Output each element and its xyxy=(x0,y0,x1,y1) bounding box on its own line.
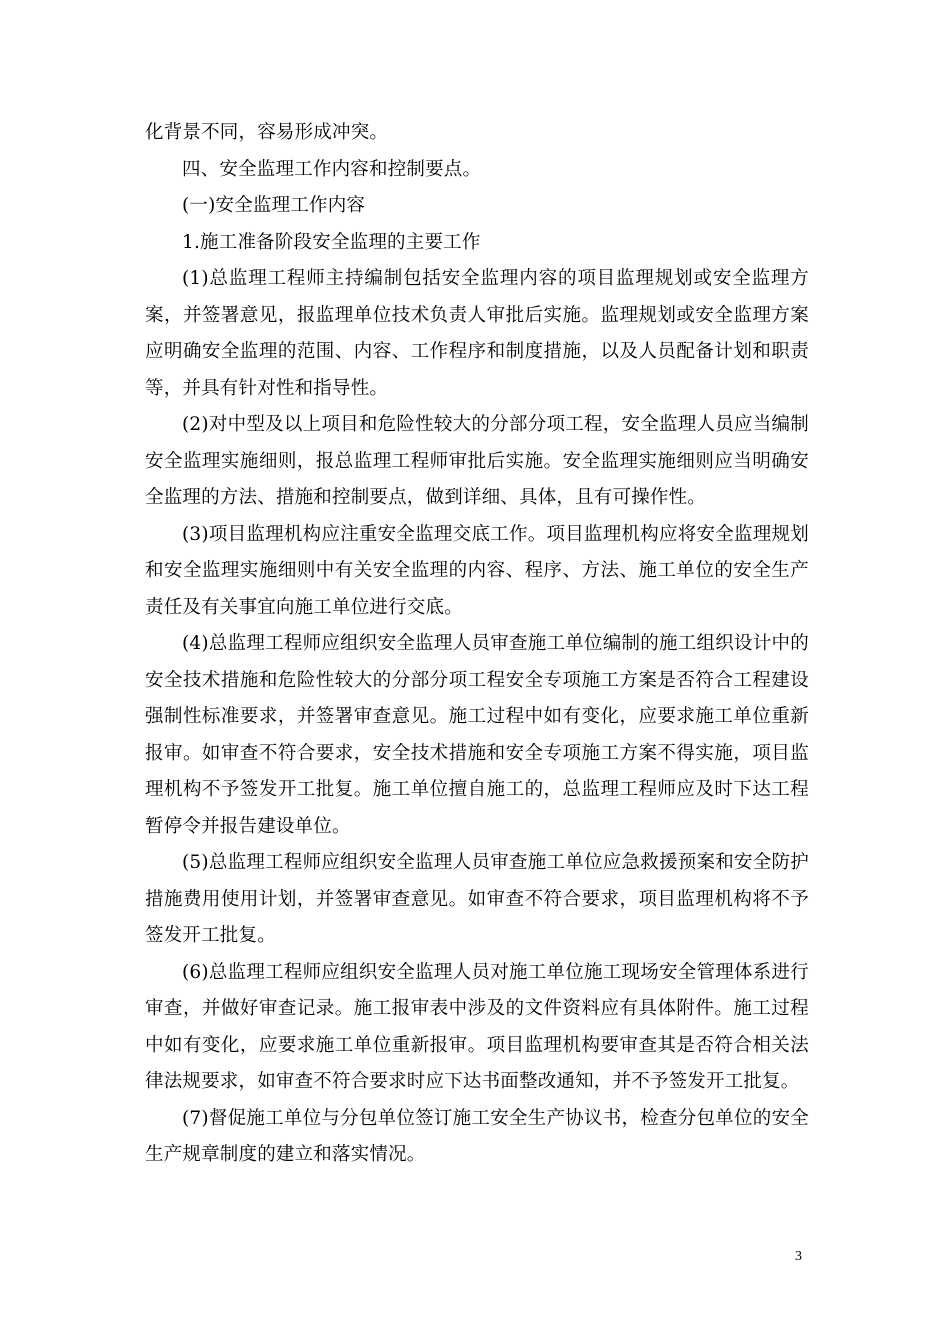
paragraph-item-2: (2)对中型及以上项目和危险性较大的分部分项工程，安全监理人员应当编制安全监理实施细则，报总监理工程师审批后实施。安全监理实施细则应当明确安全监理的方法、措施和控制要点，做到详细、具体，且有可操作性。 xyxy=(145,414,809,508)
paragraph-item-4: (4)总监理工程师应组织安全监理人员审查施工单位编制的施工组织设计中的安全技术措施和危险性较大的分部分项工程安全专项施工方案是否符合工程建设强制性标准要求，并签署审查意见。施工过程中如有变化，应要求施工单位重新报审。如审查不符合要求，安全技术措施和安全专项施工方案不得实施，项目监理机构不予签发开工批复。施工单位擅自施工的，总监理工程师应及时下达工程暂停令并报告建设单位。 xyxy=(145,633,809,837)
item-heading: 1.施工准备阶段安全监理的主要工作 xyxy=(182,231,481,253)
document-body xyxy=(145,115,809,1174)
page-number: 3 xyxy=(795,1249,802,1264)
paragraph-item-1: (1)总监理工程师主持编制包括安全监理内容的项目监理规划或安全监理方案，并签署意见，报监理单位技术负责人审批后实施。监理规划或安全监理方案应明确安全监理的范围、内容、工作程序和制度措施，以及人员配备计划和职责等，并具有针对性和指导性。 xyxy=(145,268,809,399)
paragraph-item-5: (5)总监理工程师应组织安全监理人员审查施工单位应急救援预案和安全防护措施费用使用计划，并签署审查意见。如审查不符合要求，项目监理机构将不予签发开工批复。 xyxy=(145,852,809,946)
paragraph-item-6: (6)总监理工程师应组织安全监理人员对施工单位施工现场安全管理体系进行审查，并做好审查记录。施工报审表中涉及的文件资料应有具体附件。施工过程中如有变化，应要求施工单位重新报审。项目监理机构要审查其是否符合相关法律法规要求，如审查不符合要求时应下达书面整改通知，并不予签发开工批复。 xyxy=(145,961,809,1092)
paragraph-continuation: 化背景不同，容易形成冲突。 xyxy=(145,122,389,143)
paragraph-item-3: (3)项目监理机构应注重安全监理交底工作。项目监理机构应将安全监理规划和安全监理实施细则中有关安全监理的内容、程序、方法、施工单位的安全生产责任及有关事宜向施工单位进行交底。 xyxy=(145,523,809,618)
subsection-heading: (一)安全监理工作内容 xyxy=(182,195,366,216)
section-heading: 四、安全监理工作内容和控制要点。 xyxy=(182,158,482,180)
paragraph-item-7: (7)督促施工单位与分包单位签订施工安全生产协议书，检查分包单位的安全生产规章制度的建立和落实情况。 xyxy=(145,1107,809,1165)
